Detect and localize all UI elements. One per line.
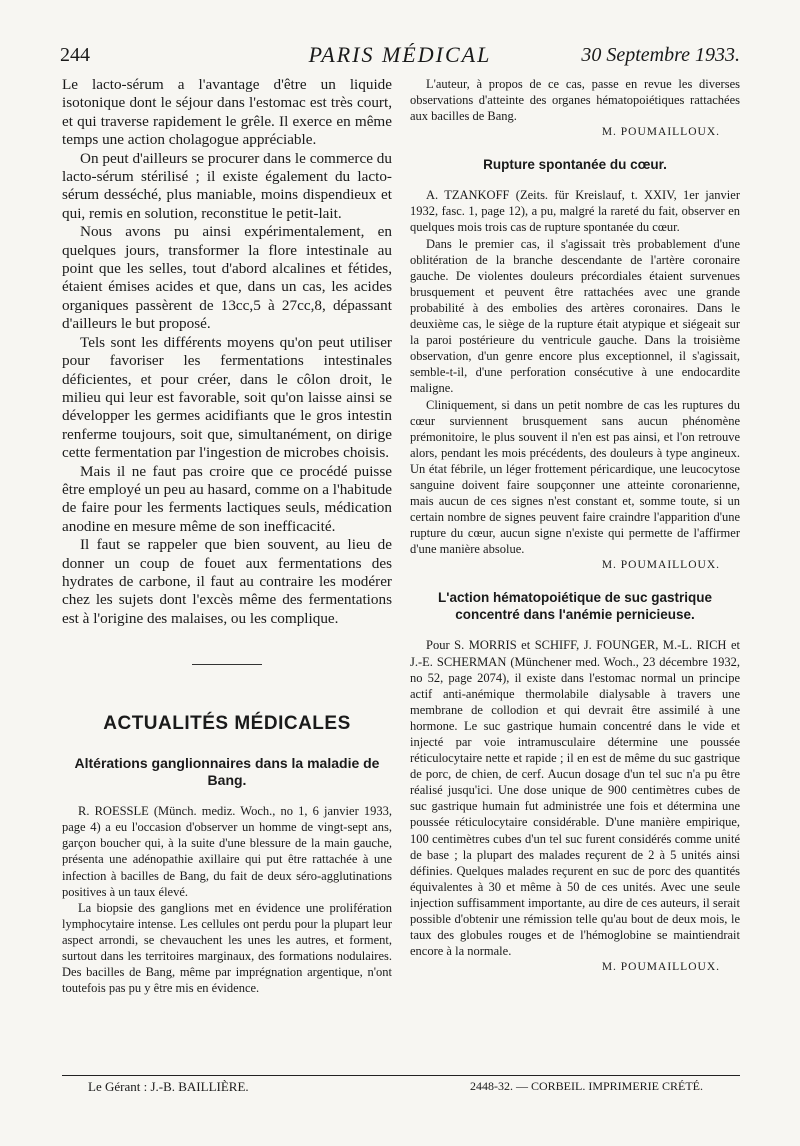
footer-rule — [62, 1075, 740, 1076]
paragraph: L'auteur, à propos de ce cas, passe en revue les diverses observations d'atteinte des organes hématopoiétiques rattachées aux bacilles de Bang. — [410, 77, 740, 124]
author-signature: M. POUMAILLOUX. — [601, 126, 720, 139]
paragraph: On peut d'ailleurs se procurer dans le commerce du lacto-sérum stérilisé ; il existe également du lacto-sérum desséché, plus maniable, moins dispendieux et qui, remis en solution, reconstitue le petit-lait. — [62, 149, 392, 222]
article-continuation — [410, 76, 740, 138]
paragraph: Dans le premier cas, il s'agissait très probablement d'une oblitération de la branche descendante de l'artère coronaire gauche. De violentes douleurs précordiales étaient survenues brusquement et peuvent être rattachées avec une grande probabilité à des embolies des artères coronaires. Dans le deuxième cas, le siège de la rupture était atypique et siégeait sur la paroi postérieure du ventricule gauche. Dans la troisième observation, d'un genre encore plus exceptionnel, il s'agissait, semble-t-il, d'une perforation consécutive à une endocardite maligne. — [410, 236, 740, 396]
paragraph: Nous avons pu ainsi expérimentalement, en quelques jours, transformer la flore intestinale au point que les selles, tout d'abord alcalines et fétides, étaient émises acides et que, dans un cas, les acides organiques passèrent de 13cc,5 à 27cc,8, dépassant d'ailleurs le but proposé. — [62, 223, 392, 333]
right-column — [410, 76, 740, 973]
page-number: 244 — [60, 44, 90, 66]
footer-printer: 2448-32. — CORBEIL. IMPRIMERIE CRÉTÉ. — [470, 1079, 703, 1093]
section-heading: ACTUALITÉS MÉDICALES — [103, 713, 351, 735]
article-body — [62, 803, 392, 996]
paragraph: Le lacto-sérum a l'avantage d'être un liquide isotonique dont le séjour dans l'estomac est très court, et qui traverse rapidement le grêle. Il exerce en même temps une action cholagogue appréciable. — [62, 76, 392, 149]
article-continuation — [62, 76, 392, 628]
issue-date: 30 Septembre 1933. — [581, 44, 740, 66]
article-title: Rupture spontanée du cœur. — [483, 157, 667, 173]
footer-gerant: Le Gérant : J.-B. BAILLIÈRE. — [88, 1079, 249, 1094]
paragraph: Pour S. MORRIS et SCHIFF, J. FOUNGER, M.-L. RICH et J.-E. SCHERMAN (Münchener med. Woch., 23 décembre 1932, no 52, page 2074), il existe dans l'estomac normal un principe actif anti-anémique thermolabile dialysable à travers une membrane de collodion et qui devrait être assimilé à une hormone. Le suc gastrique humain concentré dans le vide et injecté par voie intramusculaire détermine une poussée réticulocytaire nette et rapide ; il en est de même du suc gastrique de porc, de chien, de cerf. Aucun dosage d'un tel suc n'a pu être réalisé jusqu'ici. Une dose unique de 900 centimètres cubes de suc gastrique humain fut administrée une fois et détermina une poussée réticulocytaire considérable. D'une manière empirique, 100 centimètres cubes d'un tel suc furent considérés comme unité de base ; la plupart des malades reçurent de 2 à 5 unités ainsi définies. Quelques malades reçurent en suc de porc des quantités équivalentes à 30 et même à 50 de ces unités. Avec une seule injection suffisamment importante, au dire de ces auteurs, il serait possible d'obtenir une rémission telle qu'au bout de deux mois, le taux des globules rouges et de l'hémoglobine se maintiendrait encore à la normale. — [410, 638, 740, 959]
left-column — [62, 76, 392, 996]
journal-title: PARIS MÉDICAL — [308, 42, 492, 67]
article-body — [410, 637, 740, 973]
paragraph: Mais il ne faut pas croire que ce procédé puisse être employé un peu au hasard, comme on a l'habitude de faire pour les ferments lactiques seuls, médication anodine en mesure même de son inefficacité. — [62, 462, 392, 535]
paragraph: La biopsie des ganglions met en évidence une prolifération lymphocytaire intense. Les cellules ont perdu pour la plupart leur aspect arrondi, se chevauchent les unes les autres, et forment, surtout dans les territoires marginaux, des formations nodulaires. Des bacilles de Bang, même par imprégnation argentique, n'ont toutefois pas pu y être mis en évidence. — [62, 900, 392, 996]
paragraph: A. TZANKOFF (Zeits. für Kreislauf, t. XXIV, 1er janvier 1932, fasc. 1, page 12), a pu, malgré la rareté du fait, observer en quelques mois trois cas de rupture spontanée du cœur. — [410, 188, 740, 235]
author-signature: M. POUMAILLOUX. — [601, 961, 720, 974]
author-signature: M. POUMAILLOUX. — [601, 559, 720, 572]
paragraph: Tels sont les différents moyens qu'on peut utiliser pour favoriser les fermentations intestinales déficientes, et pour créer, dans le côlon droit, le milieu qui leur est favorable, soit qu'on laisse ainsi se développer les germes acidifiants que le gros intestin renferme toujours, soit que, simultanément, on dirige cette fermentation par l'ingestion de microbes choisis. — [62, 333, 392, 462]
article-body — [410, 187, 740, 571]
article-title: Altérations ganglionnaires dans la maladie de Bang. — [74, 755, 380, 789]
page-header — [60, 40, 740, 70]
paragraph: Cliniquement, si dans un petit nombre de cas les ruptures du cœur surviennent brusquement sans aucun phénomène prémonitoire, le plus souvent il n'en est pas ainsi, et l'on retrouve alors, pendant les mois précédents, des douleurs à type angineux. Un état fébrile, un léger frottement péricardique, une leucocytose sanguine doivent faire soupçonner une atteinte coronarienne, mais aucun de ces signes n'est constant et, somme toute, si un certain nombre de signes peuvent faire craindre l'apparition d'une rupture du cœur, aucun signe n'existe qui permette de l'affirmer d'une manière absolue. — [410, 397, 740, 557]
paragraph: Il faut se rappeler que bien souvent, au lieu de donner un coup de fouet aux fermentations des hydrates de carbone, il faut au contraire les modérer chez les sujets dont l'excès même des fermentations est à l'origine des malaises, ou les complique. — [62, 536, 392, 627]
paragraph: R. ROESSLE (Münch. mediz. Woch., no 1, 6 janvier 1933, page 4) a eu l'occasion d'observer un homme de vingt-sept ans, garçon boucher qui, à la suite d'une blessure de la main gauche, présenta une adénopathie axillaire qui put être rattachée à une infection à bacilles de Bang, du fait de deux séro-agglutinations positives à un taux élevé. — [62, 804, 392, 899]
article-title: L'action hématopoiétique de suc gastrique concentré dans l'anémie pernicieuse. — [437, 590, 712, 623]
